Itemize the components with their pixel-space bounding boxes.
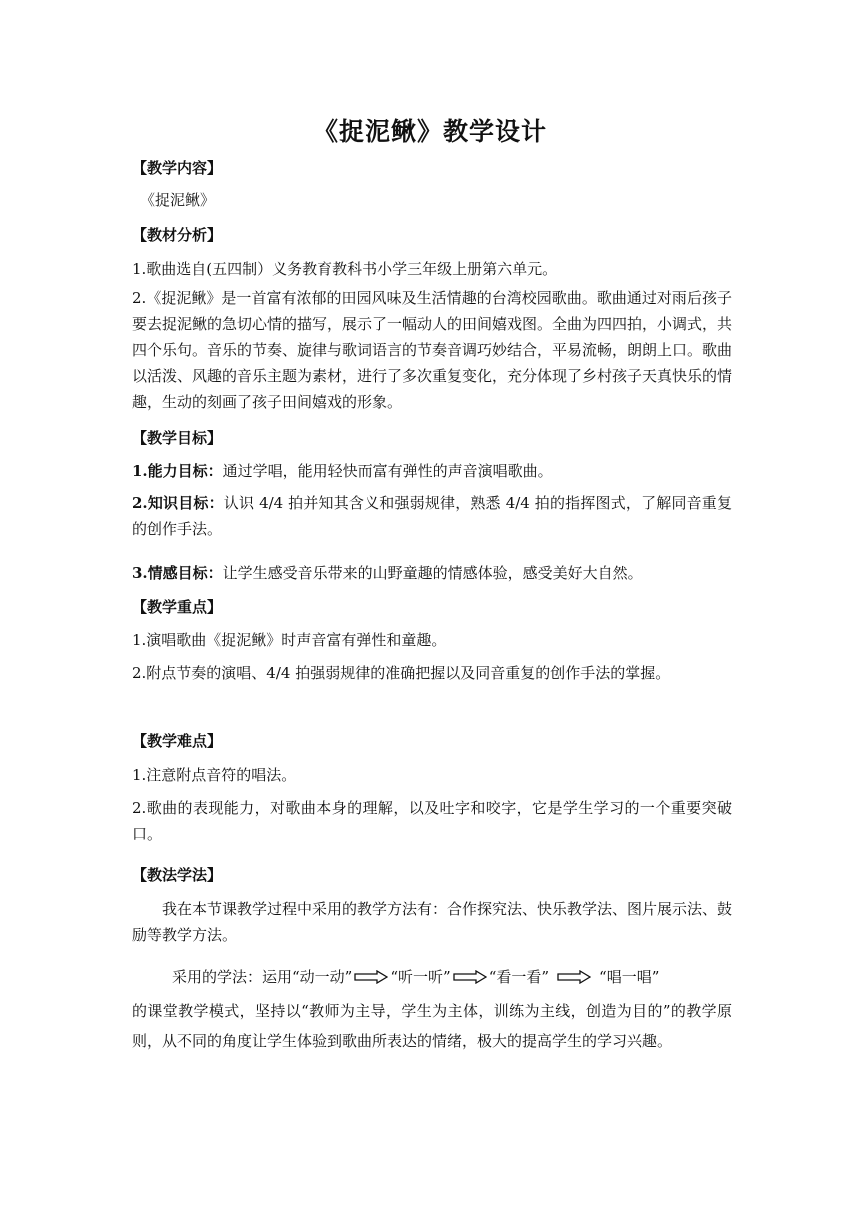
- difficulty-2: 2.歌曲的表现能力，对歌曲本身的理解，以及吐字和咬字，它是学生学习的一个重要突破口。: [132, 799, 732, 843]
- flow-step-4: “唱一唱”: [599, 968, 660, 986]
- heading-key-points: 【教学重点】: [132, 598, 223, 616]
- goal-ability-text: 通过学唱，能用轻快而富有弹性的声音演唱歌曲。: [222, 462, 553, 480]
- right-arrow-icon: [453, 970, 487, 984]
- methods-paragraph-1: 我在本节课教学过程中采用的教学方法有：合作探究法、快乐教学法、图片展示法、鼓励等教学方法。: [132, 900, 733, 944]
- flow-step-2: “听一听”: [390, 968, 451, 986]
- heading-difficulties: 【教学难点】: [132, 732, 223, 750]
- analysis-paragraph-1: 1.歌曲选自(五四制）义务教育教科书小学三年级上册第六单元。: [132, 260, 558, 278]
- heading-methods: 【教法学法】: [132, 866, 223, 884]
- goal-ability-label: 1.能力目标：: [132, 462, 223, 480]
- learning-method-flow: [172, 964, 752, 990]
- difficulty-1: 1.注意附点音符的唱法。: [132, 766, 297, 784]
- goal-knowledge: [132, 490, 732, 542]
- goal-ability: [132, 458, 732, 484]
- key-point-1: 1.演唱歌曲《捉泥鳅》时声音富有弹性和童趣。: [132, 631, 447, 649]
- document-title: 《捉泥鳅》教学设计: [312, 117, 547, 146]
- right-arrow-icon: [354, 970, 388, 984]
- heading-teaching-content: 【教学内容】: [132, 159, 223, 177]
- flow-step-1: “动一动”: [292, 968, 353, 986]
- right-arrow-icon: [557, 970, 591, 984]
- heading-teaching-goals: 【教学目标】: [132, 429, 223, 447]
- goal-knowledge-text: 认识 4/4 拍并知其含义和强弱规律，熟悉 4/4 拍的指挥图式，了解同音重复的创作手法。: [132, 494, 732, 538]
- flow-prefix: 采用的学法：运用: [172, 968, 293, 986]
- goal-emotion: [132, 560, 732, 586]
- goal-emotion-text: 让学生感受音乐带来的山野童趣的情感体验，感受美好大自然。: [222, 564, 643, 582]
- teaching-content-text: 《捉泥鳅》: [140, 191, 216, 209]
- goal-emotion-label: 3.情感目标：: [132, 564, 223, 582]
- key-point-2: 2.附点节奏的演唱、4/4 拍强弱规律的准确把握以及同音重复的创作手法的掌握。: [132, 664, 671, 682]
- flow-step-3: “看一看”: [488, 968, 550, 986]
- heading-material-analysis: 【教材分析】: [132, 226, 223, 244]
- analysis-paragraph-2: 2.《捉泥鳅》是一首富有浓郁的田园风味及生活情趣的台湾校园歌曲。歌曲通过对雨后孩子要去捉泥鳅的急切心情的描写，展示了一幅动人的田间嬉戏图。全曲为四四拍，小调式，共四个乐句。音乐的节奏、旋律与歌词语言的节奏音调巧妙结合，平易流畅，朗朗上口。歌曲以活泼、风趣的音乐主题为素材，进行了多次重复变化，充分体现了乡村孩子天真快乐的情趣，生动的刻画了孩子田间嬉戏的形象。: [132, 289, 733, 411]
- methods-paragraph-2: 的课堂教学模式，坚持以“教师为主导，学生为主体，训练为主线，创造为目的”的教学原则，从不同的角度让学生体验到歌曲所表达的情绪，极大的提高学生的学习兴趣。: [132, 1002, 732, 1050]
- goal-knowledge-label: 2.知识目标：: [132, 494, 224, 512]
